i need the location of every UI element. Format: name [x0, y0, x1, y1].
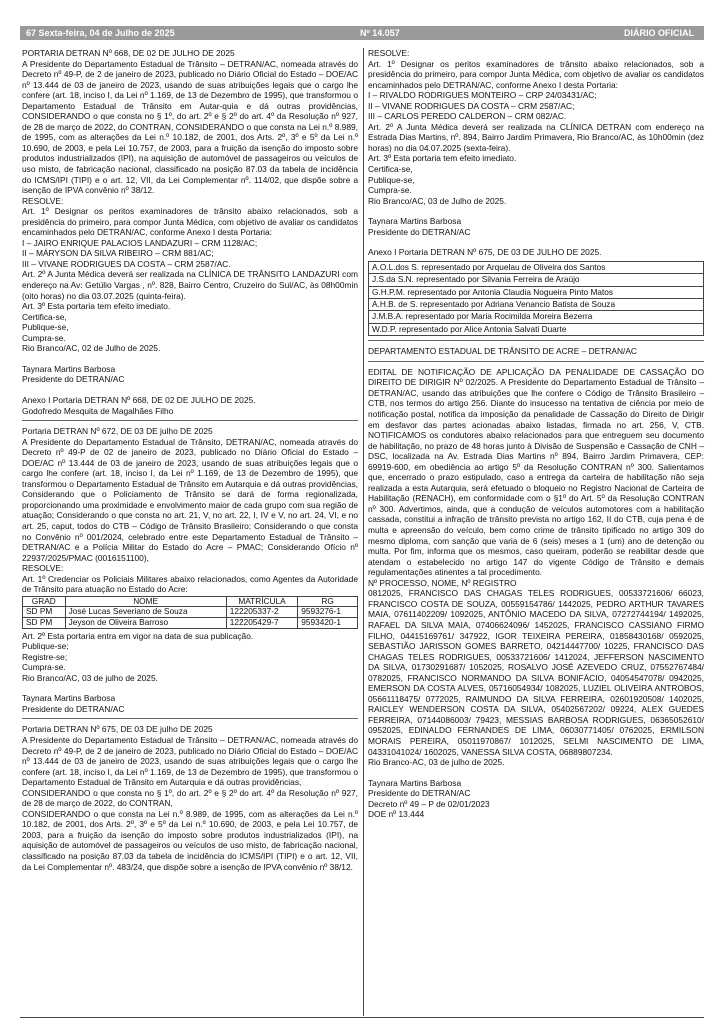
portaria-675-body: A Presidente do Departamento Estadual de Trânsito – DETRAN/AC, nomeada através do Decreto nº 49-P, de 2 de janeiro de 2023, publicado no Diário Oficial do Estado – DOE/AC nº 13.444 de 03 de janeiro de 2023, usando de suas atribuições legais que o cargo lhe confere (art. 18, inciso I, da Lei nº 1.169, de 13 de Dezembro de 1995), que transformou o Departamento Estadual de Trânsito em Autarquia e dá outras providências, CONSIDERANDO o que consta no § 1º, do art. 2º e § 2º do art. 4º da Resolução nº 927, de 28 de março de 2022, do CONTRAN, CONSIDERANDO o que consta na Lei n.º 8.989, de 1995, com as alterações da Lei n.º 10.182, de 2001, dos Arts. 2º, 3º e 5º da Lei n.º 10.690, de 2003, e pela Lei 10.757, de 2003, para a fruição da isenção do imposto sobre produtos industrializados (IPI), na aquisição de automóvel de passageiros ou veículos de uso misto, de fabricação nacional, classificado na posição 87.03 da tabela de incidência do ICMS/IPI (TIPI) e o art. 12, VII, da Lei Complementar nº. 483/24, que dispõe sobre a isenção de IPVA convênio nº 38/12.: [22, 734, 358, 872]
signer-role: Presidente do DETRAN/AC: [368, 226, 471, 237]
section-divider: [368, 361, 704, 362]
portaria-672-body: A Presidente do Departamento Estadual de Trânsito, DETRAN/AC, nomeada através do Decreto nº 49-P de 02 de janeiro de 2023, publicado no Diário Oficial do Estado – DOE/AC nº 13.444 de 03 de janeiro de 2023, usando de suas atribuições legais que o cargo lhe confere (art. 18, inciso I, da Lei nº 1.169, de 13 de Dezembro de 1995), que transformou o Departamento Estadual de Trânsito em Autarquia e dá outras providências, Considerando que o Policiamento de Trânsito se dará de forma regionalizada, proporcionando uma proximidade e envolvimento maior de cada grupo com sua região de atuação; Considerando o que consta no art. 21, V, no art. 22, I, IV e V, no art. 24, VI, e no art. 25, caput, todos do CTB – Código de Trânsito Brasileiro; Considerando o que consta no Convênio nº 001/2024, celebrado entre este Departamento Estadual de Trânsito – DETRAN/AC e a Polícia Militar do Estado do Acre – PMAC; Considerando Ofício nº 22937/2025/PMAC (0016151100), RESOLVE: Art. 1º Credenciar os Policiais Militares abaixo relacionados, como Agentes da Autoridade de Trânsito para atuação no Estado do Acre:: [22, 436, 358, 595]
cell: José Lucas Severiano de Souza: [65, 607, 226, 618]
portaria-675-continued: RESOLVE: Art. 1º Designar os peritos examinadores de trânsito abaixo relacionados, sob a presidência do primeiro, para compor Junta Médica, com objetivo de avaliar os candidatos encaminhados pelo DETRAN/AC, conforme Anexo I desta Portaria: I – RIVALDO RODRIGUES MONTEIRO – CRP 24/03431/AC; II – VIVANE RODRIGUES DA COSTA – CRM 2587/AC; III – CARLOS PEREDO CALDERON – CRM 082/AC. Art. 2º A Junta Médica deverá ser realizada na CLÍNICA DETRAN com endereço na Estrada Dias Martins, nº. 894, Bairro Jardim Primavera, Rio Branco/AC, às 10h00min (dez horas) no dia 04.07.2025 (sexta-feira). Art. 3º Esta portaria tem efeito imediato. Certifica-se, Publique-se, Cumpra-se. Rio Branco/AC, 03 de Julho de 2025.: [368, 48, 704, 206]
cell: 122205337-2: [226, 607, 298, 618]
section-divider: [22, 718, 358, 719]
cell: J.M.B.A. representado por Maria Rocimilda Moreira Bezerra: [369, 311, 704, 323]
signer-role: Presidente do DETRAN/AC: [22, 703, 125, 714]
page-bottom-rule: [20, 1017, 704, 1018]
cell: W.D.P. representado por Alice Antonia Salvati Duarte: [369, 323, 704, 335]
signer-name: Taynara Martins Barbosa: [22, 693, 116, 704]
edital-body: EDITAL DE NOTIFICAÇÃO DE APLICAÇÃO DA PENALIDADE DE CASSAÇÃO DO DIREITO DE DIRIGIR Nº 02/2025. A Presidente do Departamento Estadual de Trânsito – DETRAN/AC, usando das atribuições que lhe confere o Código de Trânsito Brasileiro – CTB, nos termos do artigo 256. Diante do insucesso na tentativa de ciência por meio de notificação postal, notifica da imposição da penalidade de Cassação do Direito de Dirigir em desfavor das partes acionadas abaixo listadas, firmada no art. 256, V, CTB. NOTIFICAMOS os condutores abaixo relacionados para que entreguem seu documento de habilitação, no prazo de 48 horas junto à Divisão de Suspensão e Cassação de CNH – DSC, localizada na Av. Estrada Dias Martins nº 894, Bairro Jardim Primavera, CEP: 69919-600, em obediência ao artigo 5º da Resolução CONTRAN nº 300. Salientamos que, encerrado o prazo estipulado, caso a entrega da carteira de habilitação não seja realizada a esta Autarquia, será efetuado o bloqueio no Registro Nacional de Carteira de Habilitação (RENACH), em conformidade com o §1º do Art. 5º da Resolução CONTRAN nº 300. Advertimos, ainda, que a condução de veículos automotores com a habilitação cassada, constitui a infração de trânsito prevista no artigo 162, II do CTB, cuja pena é de multa e apreensão do veículo, bem como crime de trânsito tipificado no artigo 309 do mesmo diploma, com sanção que varia de 6 (seis) meses a 1 (um) ano de detenção ou multa. Por fim, informa que os mesmos, caso queiram, poderão se reabilitar desde que atendam o estabelecido no artigo 147 do vigente Código de Trânsito e demais regulamentações atinentes a tal procedimento. Nº PROCESSO, NOME, Nº REGISTRO: [368, 366, 704, 588]
table-row: [369, 311, 704, 323]
final-signature: Taynara Martins Barbosa Presidente do DETRAN/AC Decreto nº 49 – P de 02/01/2023 DOE nº 13.444: [368, 777, 490, 820]
anexo-675-title: Anexo I Portaria DETRAN Nº 675, DE 03 DE JULHO DE 2025.: [368, 247, 602, 258]
cell: 9593276-1: [298, 607, 358, 618]
table-row: [369, 299, 704, 311]
anexo-675-table: [368, 261, 704, 336]
section-divider: [22, 420, 358, 421]
table-row: [369, 274, 704, 286]
page-header: [20, 26, 704, 40]
processos-list: 0812025, FRANCISCO DAS CHAGAS TELES RODRIGUES, 00533721606/ 66023, FRANCISCO COSTA DE SOUZA, 00559154786/ 1442025, PEDRO ARTHUR TAVARES MAIA, 07611402209/ 1092025, ANTÔNIO MACEDO DA SILVA, 07272744194/ 1492025, RAFAEL DA SILVA MAIA, 07406624096/ 1452025, FRANCISCO CASSIANO FIRMO FILHO, 04415169761/ 347922, IGOR TEIXEIRA PEREIRA, 01858430168/ 0592025, SEBASTIÃO JARISSON GOMES BARRETO, 04214447700/ 10225, FRANCISCO DAS CHAGAS TELES RODRIGUES, 00533721606/ 1412024, JEFFERSON NASCIMENTO DA SILVA, 01730291687/ 1052025, ROSALVO JOSÉ AZEVEDO CRUZ, 07552767484/ 0782025, FRANCISCO NORMANDO DA SILVA BONIFÁCIO, 04054547078/ 0942025, EMERSON DA COSTA ALVES, 05716054934/ 1082025, LUZIEL OLIVEIRA ANTROBOS, 05661118475/ 0772025, RAIMUNDO DA SILVA FERREIRA, 02601920508/ 1402025, RAICLEY WENDERSON COSTA DA SILVA, 05402567202/ 09224, ALEX GUEDES FERREIRA, 07144086003/ 79423, MESSIAS BARBOSA RODRIGUES, 06365052610/ 0952025, EDINALDO FERNANDES DE LIMA, 06030771405/ 0762025, ERMILSON MORAIS PEREIRA, 05011970867/ 1012025, SELMI NASCIMENTO DE LIMA, 04331041024/ 1602025, VANESSA SILVA COSTA, 06889807234.: [368, 588, 704, 757]
anexo-668-entry: Godofredo Mesquita de Magalhães Filho: [22, 405, 174, 416]
table-row: [369, 323, 704, 335]
cell: SD PM: [23, 617, 66, 628]
anexo-668-title: Anexo I Portaria DETRAN Nº 668, DE 02 DE JULHO DE 2025.: [22, 394, 256, 405]
table-row: [23, 607, 358, 618]
left-column: [22, 48, 358, 872]
cell: 122205429-7: [226, 617, 298, 628]
issue-number: Nº 14.057: [360, 28, 400, 38]
portaria-672-title: Portaria DETRAN Nº 672, DE 03 DE julho DE 2025: [22, 426, 213, 437]
cell: 9593420-1: [298, 617, 358, 628]
right-column: [368, 48, 704, 820]
table-row: [23, 617, 358, 628]
portaria-672-closing: Art. 2º Esta portaria entra em vigor na data de sua publicação. Publique-se; Registre-se; Cumpra-se. Rio Branco/AC, 03 de julho de 2025.: [22, 630, 254, 683]
portaria-668-body: A Presidente do Departamento Estadual de Trânsito – DETRAN/AC, nomeada através do Decreto nº 49-P, de 2 de janeiro de 2023, publicado no Diário Oficial do Estado – DOE/AC nº 13.444 de 03 de janeiro de 2023, usando de suas atribuições legais que o cargo lhe confere (art. 18, inciso I, da Lei nº 1.169, de 13 de Dezembro de 1995), que transformou o Departamento Estadual de Trânsito em Autar-quia e dá outras providências, CONSIDERANDO o que consta no § 1º, do art. 2º e § 2º do art. 4º da Resolução nº 927, de 28 de março de 2022, do CONTRAN, CONSIDERANDO o que consta na Lei n.º 8.989, de 1995, com as alterações da Lei n.º 10.182, de 2001, dos Arts. 2º, 3º e 5º da Lei n.º 10.690, de 2003, e pela Lei 10.757, de 2003, para a fruição da isenção do imposto sobre produtos industrializados (IPI), na aquisição de automóvel de passageiros ou veículos de uso misto, de fabricação nacional, classificado na posição 87.03 da tabela de incidência do ICMS/IPI (TIPI) e o art. 12, VII, da Lei Complementar nº. 114/02, que dispõe sobre a isenção de IPVA convênio nº 38/12. RESOLVE: Art. 1º Designar os peritos examinadores de trânsito abaixo relacionados, sob a presidência do primeiro, para compor Junta Médica, com objetivo de avaliar os candidatos encaminhados pelo DETRAN/AC, conforme Anexo I desta Portaria: I – JAIRO ENRIQUE PALACIOS LANDAZURI – CRM 1128/AC; II – MÁRYSON DA SILVA RIBEIRO – CRM 881/AC; III – VIVANE RODRIGUES DA COSTA – CRM 2587/AC. Art. 2º A Junta Médica deverá ser realizada na CLÍNICA DE TRÂNSITO LANDAZURI com endereço na Av: Getúlio Vargas , nº. 828, Bairro Centro, Cruzeiro do Sul/AC, às 08h00min (oito horas) no dia 03.07.2025 (quinta-feira). Art. 3º Esta portaria tem efeito imediato. Certifica-se, Publique-se, Cumpra-se. Rio Branco/AC, 02 de Julho de 2025.: [22, 58, 358, 354]
table-header-row: [23, 596, 358, 607]
section-divider: [368, 340, 704, 341]
cell: G.H.P.M. representado por Antonia Claudia Nogueira Pinto Matos: [369, 286, 704, 298]
signer-name: Taynara Martins Barbosa: [22, 363, 116, 374]
portaria-668-title: PORTARIA DETRAN Nº 668, DE 02 DE JULHO DE 2025: [22, 48, 235, 58]
col-nome: NOME: [65, 596, 226, 607]
cell: A.O.L.dos S. representado por Arquelau de Oliveira dos Santos: [369, 261, 704, 273]
signer-role: Presidente do DETRAN/AC: [22, 374, 125, 385]
col-matricula: MATRÍCULA: [226, 596, 298, 607]
table-row: [369, 261, 704, 273]
cell: A.H.B. de S. representado por Adriana Venancio Batista de Souza: [369, 299, 704, 311]
cell: J.S.da S.N. representado por Silvania Ferreira de Araújo: [369, 274, 704, 286]
edital-date: Rio Branco-AC, 03 de julho de 2025.: [368, 757, 505, 768]
signer-name: Taynara Martins Barbosa: [368, 216, 462, 227]
page-number-date: 67 Sexta-feira, 04 de Julho de 2025: [26, 28, 175, 38]
department-heading: DEPARTAMENTO ESTADUAL DE TRÂNSITO DE ACRE – DETRAN/AC: [368, 346, 637, 357]
table-row: [369, 286, 704, 298]
police-table: [22, 596, 358, 629]
cell: Jeyson de Oliveira Barroso: [65, 617, 226, 628]
journal-name: DIÁRIO OFICIAL: [624, 28, 694, 38]
portaria-675-title: Portaria DETRAN Nº 675, DE 03 DE julho DE 2025: [22, 724, 213, 735]
cell: SD PM: [23, 607, 66, 618]
col-rg: RG: [298, 596, 358, 607]
column-divider: [363, 48, 364, 1016]
col-grad: GRAD: [23, 596, 66, 607]
